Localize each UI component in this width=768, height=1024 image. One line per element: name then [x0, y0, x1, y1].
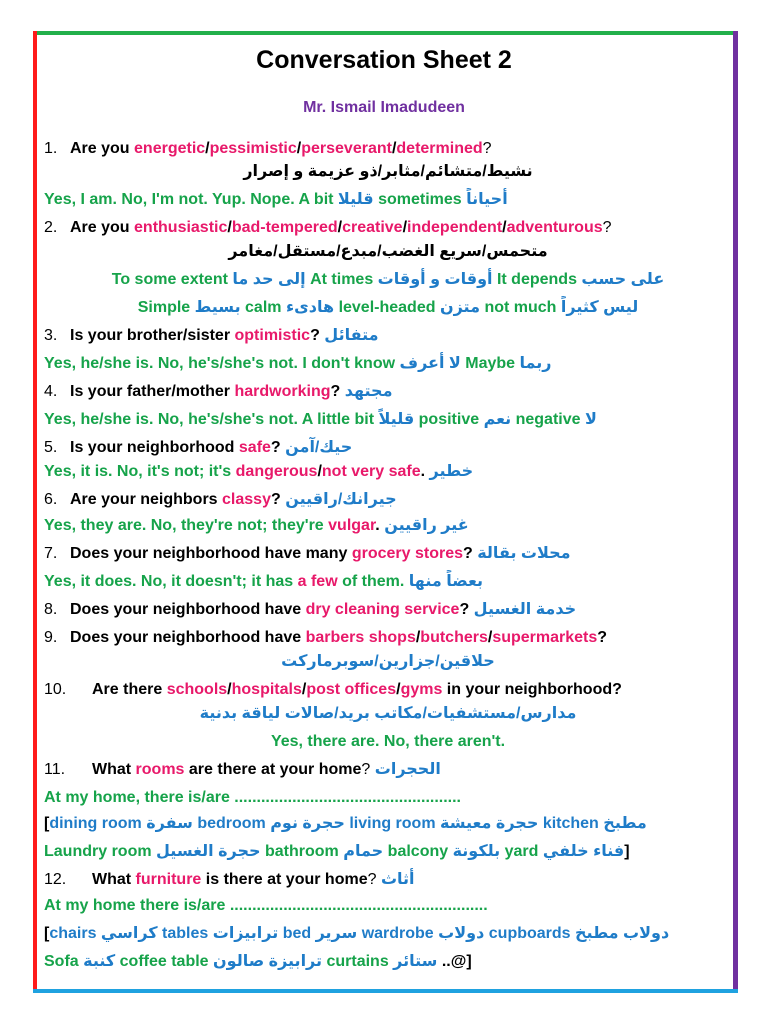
text-segment: قليلا — [337, 191, 379, 208]
text-segment: بعضاً منها — [408, 573, 484, 590]
text-line — [44, 460, 732, 484]
text-segment: . — [375, 517, 385, 534]
text-segment: سفرة — [146, 815, 198, 832]
text-segment: حمام — [343, 843, 388, 860]
text-segment: إلى حد ما — [232, 271, 311, 288]
item-number: 9. — [44, 629, 58, 646]
text-segment: furniture — [135, 871, 202, 888]
text-segment: / — [227, 219, 232, 236]
text-segment: / — [317, 463, 322, 480]
text-segment: على حسب — [581, 271, 665, 288]
text-segment: Yes, it is. No, it's not; it's — [44, 463, 236, 480]
text-segment: pessimistic — [209, 140, 297, 157]
text-line — [44, 324, 732, 348]
text-segment: enthusiastic — [134, 219, 228, 236]
item-number: 1. — [44, 140, 58, 157]
text-line — [44, 894, 732, 918]
text-segment: حجرة نوم — [270, 815, 350, 832]
text-segment: ? — [330, 383, 345, 400]
text-segment: sometimes — [378, 191, 467, 208]
text-segment: لا — [584, 411, 597, 428]
text-segment: ? — [463, 545, 478, 562]
text-line — [44, 216, 732, 240]
text-segment: ? — [482, 140, 492, 157]
item-number: 3. — [44, 327, 58, 344]
text-line — [44, 240, 732, 264]
text-segment: Is your brother/sister — [70, 327, 235, 344]
text-line — [44, 488, 732, 512]
text-segment: gyms — [400, 681, 443, 698]
text-segment: Yes, he/she is. No, he's/she's not. A little bit — [44, 411, 379, 428]
text-line — [44, 352, 732, 376]
text-segment: ? — [602, 219, 612, 236]
text-segment: بسيط — [194, 299, 246, 316]
text-segment: ستائر — [393, 953, 442, 970]
text-segment: Does your neighborhood have many — [70, 545, 352, 562]
text-segment: kitchen — [542, 815, 604, 832]
text-segment: At my home there is/are .......................................................... — [44, 897, 488, 914]
text-segment: / — [396, 681, 401, 698]
text-segment: safe — [238, 439, 271, 456]
author-name: Mr. Ismail Imadudeen — [303, 99, 465, 116]
text-segment: Yes, they are. No, they're not; they're — [44, 517, 329, 534]
text-segment: hospitals — [231, 681, 302, 698]
border-top — [33, 31, 738, 35]
text-segment: خدمة الغسيل — [473, 601, 577, 618]
text-segment: ? — [459, 601, 474, 618]
text-segment: not very safe — [321, 463, 421, 480]
text-line — [44, 650, 732, 674]
text-segment: tables — [162, 925, 213, 942]
text-line — [44, 922, 732, 946]
text-segment: chairs — [49, 925, 101, 942]
border-left — [33, 31, 37, 993]
text-line — [44, 436, 732, 460]
text-segment: To some extent — [111, 271, 233, 288]
text-segment: dining room — [49, 815, 147, 832]
text-segment: creative — [342, 219, 403, 236]
text-segment: adventurous — [506, 219, 603, 236]
border-right — [733, 31, 738, 993]
border-bottom — [33, 989, 738, 993]
item-number: 8. — [44, 601, 58, 618]
text-segment: balcony — [387, 843, 453, 860]
text-line — [44, 268, 732, 292]
text-segment: Yes, it does. No, it doesn't; it has — [44, 573, 298, 590]
text-segment: Is your father/mother — [70, 383, 235, 400]
text-segment: At my home, there is/are ................................................... — [44, 789, 461, 806]
text-segment: ? — [361, 761, 375, 778]
text-line — [44, 296, 732, 320]
text-segment: جيرانك/راقيين — [285, 491, 397, 508]
text-segment: غير راقيين — [384, 517, 469, 534]
item-number: 4. — [44, 383, 58, 400]
text-segment: / — [337, 219, 343, 236]
text-segment: vulgar — [328, 517, 376, 534]
text-segment: الحجرات — [374, 761, 441, 778]
text-segment: dangerous — [235, 463, 318, 480]
text-segment: ? — [597, 629, 608, 646]
text-segment: Does your neighborhood have — [70, 601, 306, 618]
text-segment: نعم — [483, 411, 516, 428]
text-segment: [ — [44, 815, 50, 832]
text-segment: / — [205, 140, 210, 157]
text-segment: a few — [297, 573, 338, 590]
text-segment: دولاب مطبخ — [575, 925, 670, 942]
text-segment: What — [92, 761, 136, 778]
text-segment: grocery stores — [351, 545, 463, 562]
text-segment: of them. — [337, 573, 409, 590]
text-segment: bathroom — [265, 843, 344, 860]
text-line — [44, 160, 732, 184]
page-title: Conversation Sheet 2 — [256, 46, 512, 74]
text-segment: / — [402, 219, 408, 236]
text-segment: / — [391, 140, 397, 157]
text-segment: post offices — [306, 681, 397, 698]
text-segment: ترابيزة صالون — [213, 953, 327, 970]
text-segment: cupboards — [488, 925, 575, 942]
text-segment: coffee table — [119, 953, 214, 970]
text-segment: Are there — [92, 681, 167, 698]
text-segment: optimistic — [234, 327, 311, 344]
text-segment: Are you — [70, 140, 135, 157]
text-segment: أوقات و أوقات — [377, 271, 497, 288]
item-number: 12. — [44, 871, 67, 888]
text-line — [44, 542, 732, 566]
text-segment: are there at your home — [184, 761, 362, 778]
text-line — [44, 840, 732, 864]
text-segment: / — [502, 219, 507, 236]
text-segment: دولاب — [438, 925, 489, 942]
text-line — [44, 702, 732, 726]
text-segment: خطير — [429, 463, 474, 480]
item-number: 2. — [44, 219, 58, 236]
text-segment: yard — [504, 843, 543, 860]
text-segment: curtains — [326, 953, 394, 970]
text-segment: Sofa — [44, 953, 84, 970]
text-line — [44, 786, 732, 810]
text-segment: كنبة — [83, 953, 120, 970]
text-segment: حجرة معيشة — [440, 815, 543, 832]
text-segment: / — [301, 681, 307, 698]
text-line — [44, 868, 732, 892]
text-line — [44, 188, 732, 212]
text-segment: dry cleaning service — [305, 601, 460, 618]
text-segment: is there at your home — [201, 871, 368, 888]
text-segment: كراسي — [100, 925, 163, 942]
text-segment: بلكونة — [452, 843, 505, 860]
text-line — [44, 514, 732, 538]
text-segment: ترابيزات — [212, 925, 283, 942]
text-segment: rooms — [135, 761, 185, 778]
text-segment: / — [487, 629, 493, 646]
text-segment: ? — [270, 439, 286, 456]
text-line — [44, 570, 732, 594]
text-segment: barbers shops — [305, 629, 416, 646]
text-segment: bedroom — [197, 815, 271, 832]
text-segment: / — [296, 140, 302, 157]
text-segment: bed — [282, 925, 316, 942]
text-segment: قليلاً — [378, 411, 419, 428]
item-number: 5. — [44, 439, 58, 456]
text-segment: ? — [270, 491, 286, 508]
text-segment: متزن — [439, 299, 485, 316]
text-segment: Are your neighbors — [70, 491, 223, 508]
text-line — [44, 380, 732, 404]
text-segment: فناء خلفي — [542, 843, 625, 860]
text-segment: نشيط/متشائم/مثابر/ذو عزيمة و إصرار — [243, 163, 533, 180]
text-segment: perseverant — [301, 140, 392, 157]
text-segment: ليس كثيراً — [560, 299, 639, 316]
text-segment: مجتهد — [344, 383, 393, 400]
text-segment: independent — [407, 219, 503, 236]
text-segment: bad-tempered — [231, 219, 338, 236]
text-segment: متفائل — [324, 327, 379, 344]
item-number: 11. — [44, 761, 66, 778]
text-segment: Is your neighborhood — [70, 439, 239, 456]
text-segment: not much — [484, 299, 561, 316]
text-line — [44, 950, 732, 974]
item-number: 6. — [44, 491, 58, 508]
text-segment: It depends — [496, 271, 582, 288]
text-segment: ? — [367, 871, 381, 888]
text-segment: ? — [310, 327, 325, 344]
text-segment: Yes, he/she is. No, he's/she's not. I don't know — [44, 355, 400, 372]
text-segment: wardrobe — [361, 925, 439, 942]
text-segment: أحياناً — [466, 191, 508, 208]
text-segment: supermarkets — [492, 629, 598, 646]
text-segment: ] — [624, 843, 630, 860]
text-segment: أثاث — [380, 871, 415, 888]
text-segment: in your neighborhood? — [442, 681, 622, 698]
text-segment: determined — [396, 140, 483, 157]
text-segment: Maybe — [465, 355, 520, 372]
text-segment: level-headed — [338, 299, 440, 316]
item-number: 10. — [44, 681, 67, 698]
text-segment: positive — [418, 411, 484, 428]
text-segment: hardworking — [234, 383, 331, 400]
text-line — [44, 137, 732, 161]
text-line — [44, 598, 732, 622]
text-segment: living room — [349, 815, 440, 832]
text-segment: Yes, there are. No, there aren't. — [270, 733, 506, 750]
text-line — [44, 730, 732, 754]
text-line — [44, 408, 732, 432]
text-segment: schools — [166, 681, 228, 698]
text-segment: محلات بقالة — [477, 545, 571, 562]
text-line — [44, 626, 732, 650]
text-segment: سرير — [315, 925, 362, 942]
text-segment: Yes, I am. No, I'm not. Yup. Nope. A bit — [44, 191, 338, 208]
text-segment: calm — [245, 299, 286, 316]
text-segment: / — [227, 681, 232, 698]
text-line — [44, 758, 732, 782]
text-segment: [ — [44, 925, 50, 942]
text-segment: متحمس/سريع الغضب/مبدع/مستقل/مغامر — [228, 243, 548, 260]
text-segment: classy — [222, 491, 271, 508]
text-segment: negative — [515, 411, 585, 428]
text-segment: حيك/آمن — [285, 439, 353, 456]
text-line — [44, 812, 732, 836]
text-segment: حلاقين/جزارين/سوبرماركت — [281, 653, 495, 670]
text-line — [44, 678, 732, 702]
text-segment: ..@] — [441, 953, 472, 970]
item-number: 7. — [44, 545, 58, 562]
text-segment: مطبخ — [603, 815, 647, 832]
text-segment: ربما — [519, 355, 552, 372]
text-segment: Simple — [137, 299, 195, 316]
text-segment: لا أعرف — [399, 355, 466, 372]
text-segment: At times — [310, 271, 378, 288]
text-segment: Are you — [70, 219, 135, 236]
text-segment: Laundry room — [44, 843, 157, 860]
text-segment: / — [415, 629, 421, 646]
text-segment: . — [420, 463, 430, 480]
text-segment: What — [92, 871, 136, 888]
text-segment: energetic — [134, 140, 206, 157]
text-segment: butchers — [420, 629, 488, 646]
text-segment: حجرة الغسيل — [156, 843, 265, 860]
text-segment: Does your neighborhood have — [70, 629, 306, 646]
text-segment: هادىء — [285, 299, 339, 316]
text-segment: مدارس/مستشفيات/مكاتب بريد/صالات لياقة بدنية — [199, 705, 577, 722]
